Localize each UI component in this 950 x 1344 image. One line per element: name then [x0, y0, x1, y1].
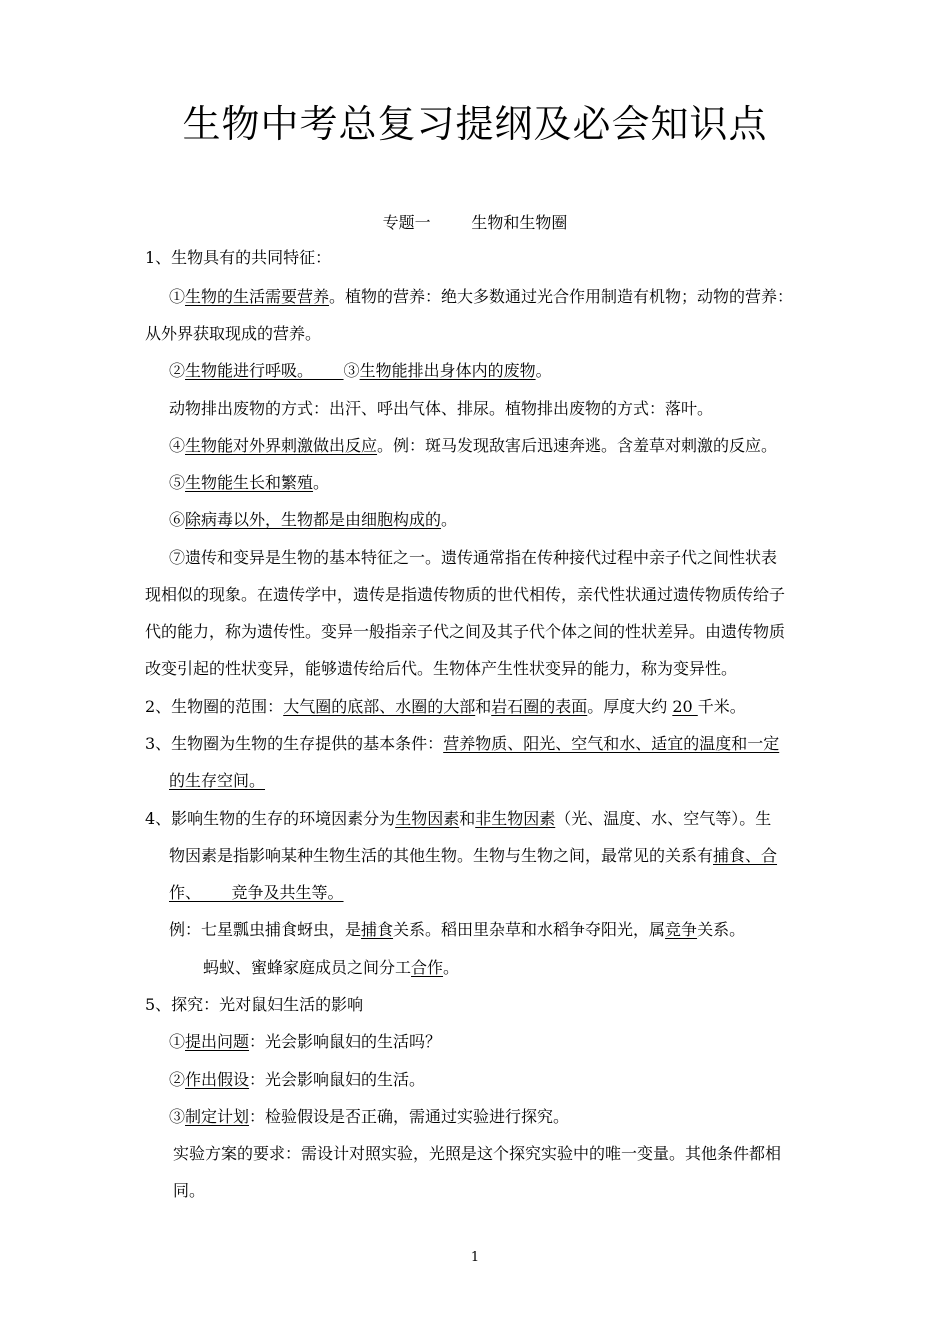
section-2-key-2: 岩石圈的表面 — [491, 697, 588, 716]
section-2-and: 和 — [475, 697, 492, 716]
feature-1-key: 生物的生活需要营养 — [185, 287, 330, 306]
feature-1-line-2: 从外界获取现成的营养。 — [145, 324, 322, 343]
document-title: 生物中考总复习提纲及必会知识点 — [182, 102, 768, 146]
section-4-line-1 — [145, 806, 771, 832]
section-4-key-1: 生物因素 — [395, 809, 460, 828]
section-2-key-1: 大气圈的底部、水圈的大部 — [283, 697, 476, 716]
waste-line: 动物排出废物的方式：出汗、呼出气体、排尿。植物排出废物的方式：落叶。 — [169, 399, 714, 418]
section-2-unit: 千米。 — [697, 697, 746, 716]
section-4-text-2: （光、温度、水、空气等）。生 — [555, 809, 772, 828]
example-1-key-1: 捕食 — [361, 920, 394, 939]
section-4-example-2 — [203, 955, 459, 981]
feature-5-text: 。 — [313, 473, 330, 492]
step-1-text: ：光会影响鼠妇的生活吗？ — [249, 1032, 442, 1051]
feature-2-number: ② — [169, 361, 186, 380]
section-4-line-2 — [169, 843, 777, 869]
feature-5-line — [169, 470, 329, 496]
section-2-value: 20 — [672, 697, 698, 716]
section-4-text-3: 物因素是指影响某种生物生活的其他生物。生物与生物之间，最常见的关系有 — [169, 846, 714, 865]
feature-6-text: 。 — [441, 510, 458, 529]
feature-4-line — [169, 433, 777, 459]
feature-7-line-1: ⑦遗传和变异是生物的基本特征之一。遗传通常指在传种接代过程中亲子代之间性状表 — [169, 548, 778, 567]
feature-6-number: ⑥ — [169, 510, 186, 529]
example-2-text: 蚂蚁、蜜蜂家庭成员之间分工 — [203, 958, 412, 977]
section-3-key-1: 营养物质、阳光、空气和水、适宜的温度和一定 — [443, 734, 780, 753]
feature-3-number: ③ — [343, 361, 360, 380]
feature-4-text: 。例：斑马发现敌害后迅速奔逃。含羞草对刺激的反应。 — [377, 436, 778, 455]
step-3-number: ③ — [169, 1107, 186, 1126]
step-2-number: ② — [169, 1070, 186, 1089]
feature-5-number: ⑤ — [169, 473, 186, 492]
feature-4-number: ④ — [169, 436, 186, 455]
feature-7-line-4: 改变引起的性状变异，能够遗传给后代。生物体产生性状变异的能力，称为变异性。 — [145, 659, 738, 678]
section-2-thickness: 。厚度大约 — [587, 697, 673, 716]
section-2-line — [145, 694, 746, 720]
example-1-key-2: 竞争 — [665, 920, 698, 939]
section-4-line-3 — [169, 880, 344, 906]
example-2-key: 合作 — [411, 958, 444, 977]
feature-3-text: 。 — [535, 361, 552, 380]
section-3-line-2 — [169, 768, 265, 794]
section-1-heading: 1、生物具有的共同特征： — [145, 248, 332, 267]
feature-7-line-2: 现相似的现象。在遗传学中，遗传是指遗传物质的世代相传，亲代性状通过遗传物质传给子 — [145, 585, 786, 604]
feature-2-3-line — [169, 358, 552, 384]
feature-1-line-1 — [169, 284, 793, 310]
example-1-text-2: 关系。稻田里杂草和水稻争夺阳光，属 — [393, 920, 666, 939]
step-2-text: ：光会影响鼠妇的生活。 — [249, 1070, 426, 1089]
requirement-line-2: 同。 — [173, 1181, 206, 1200]
section-4-key-2: 非生物因素 — [475, 809, 556, 828]
example-1-text-3: 关系。 — [697, 920, 746, 939]
step-3-line — [169, 1104, 569, 1130]
section-4-key-4: 作、 竞争及共生等。 — [169, 883, 344, 902]
example-1-text: 例：七星瓢虫捕食蚜虫，是 — [169, 920, 362, 939]
step-3-key: 制定计划 — [185, 1107, 250, 1126]
feature-7-line-3: 代的能力，称为遗传性。变异一般指亲子代之间及其子代个体之间的性状差异。由遗传物质 — [145, 622, 786, 641]
section-4-example-1 — [169, 917, 745, 943]
feature-1-number: ① — [169, 287, 186, 306]
section-3-text: 3、生物圈为生物的生存提供的基本条件： — [145, 734, 444, 753]
section-4-key-3: 捕食、合 — [713, 846, 778, 865]
step-3-text: ：检验假设是否正确，需通过实验进行探究。 — [249, 1107, 570, 1126]
feature-5-key: 生物能生长和繁殖 — [185, 473, 314, 492]
section-2-text: 2、生物圈的范围： — [145, 697, 284, 716]
section-3-line-1 — [145, 731, 779, 757]
step-2-key: 作出假设 — [185, 1070, 250, 1089]
step-1-line — [169, 1029, 441, 1055]
section-3-key-2: 的生存空间。 — [169, 771, 266, 790]
section-subtitle: 专题一 生物和生物圈 — [382, 213, 568, 232]
requirement-line-1: 实验方案的要求：需设计对照实验，光照是这个探究实验中的唯一变量。其他条件都相 — [173, 1144, 782, 1163]
feature-6-line — [169, 507, 457, 533]
step-1-number: ① — [169, 1032, 186, 1051]
feature-3-key: 生物能排出身体内的废物 — [359, 361, 536, 380]
section-5-heading: 5、探究：光对鼠妇生活的影响 — [145, 995, 364, 1014]
section-4-text: 4、影响生物的生存的环境因素分为 — [145, 809, 396, 828]
page-number: 1 — [470, 1250, 480, 1265]
example-2-text-2: 。 — [443, 958, 460, 977]
feature-2-key: 生物能进行呼吸。 — [185, 361, 344, 380]
step-2-line — [169, 1067, 425, 1093]
section-4-and: 和 — [459, 809, 476, 828]
step-1-key: 提出问题 — [185, 1032, 250, 1051]
feature-6-key: 除病毒以外，生物都是由细胞构成的 — [185, 510, 442, 529]
feature-1-text: 。植物的营养：绝大多数通过光合作用制造有机物；动物的营养： — [329, 287, 794, 306]
feature-4-key: 生物能对外界刺激做出反应 — [185, 436, 378, 455]
